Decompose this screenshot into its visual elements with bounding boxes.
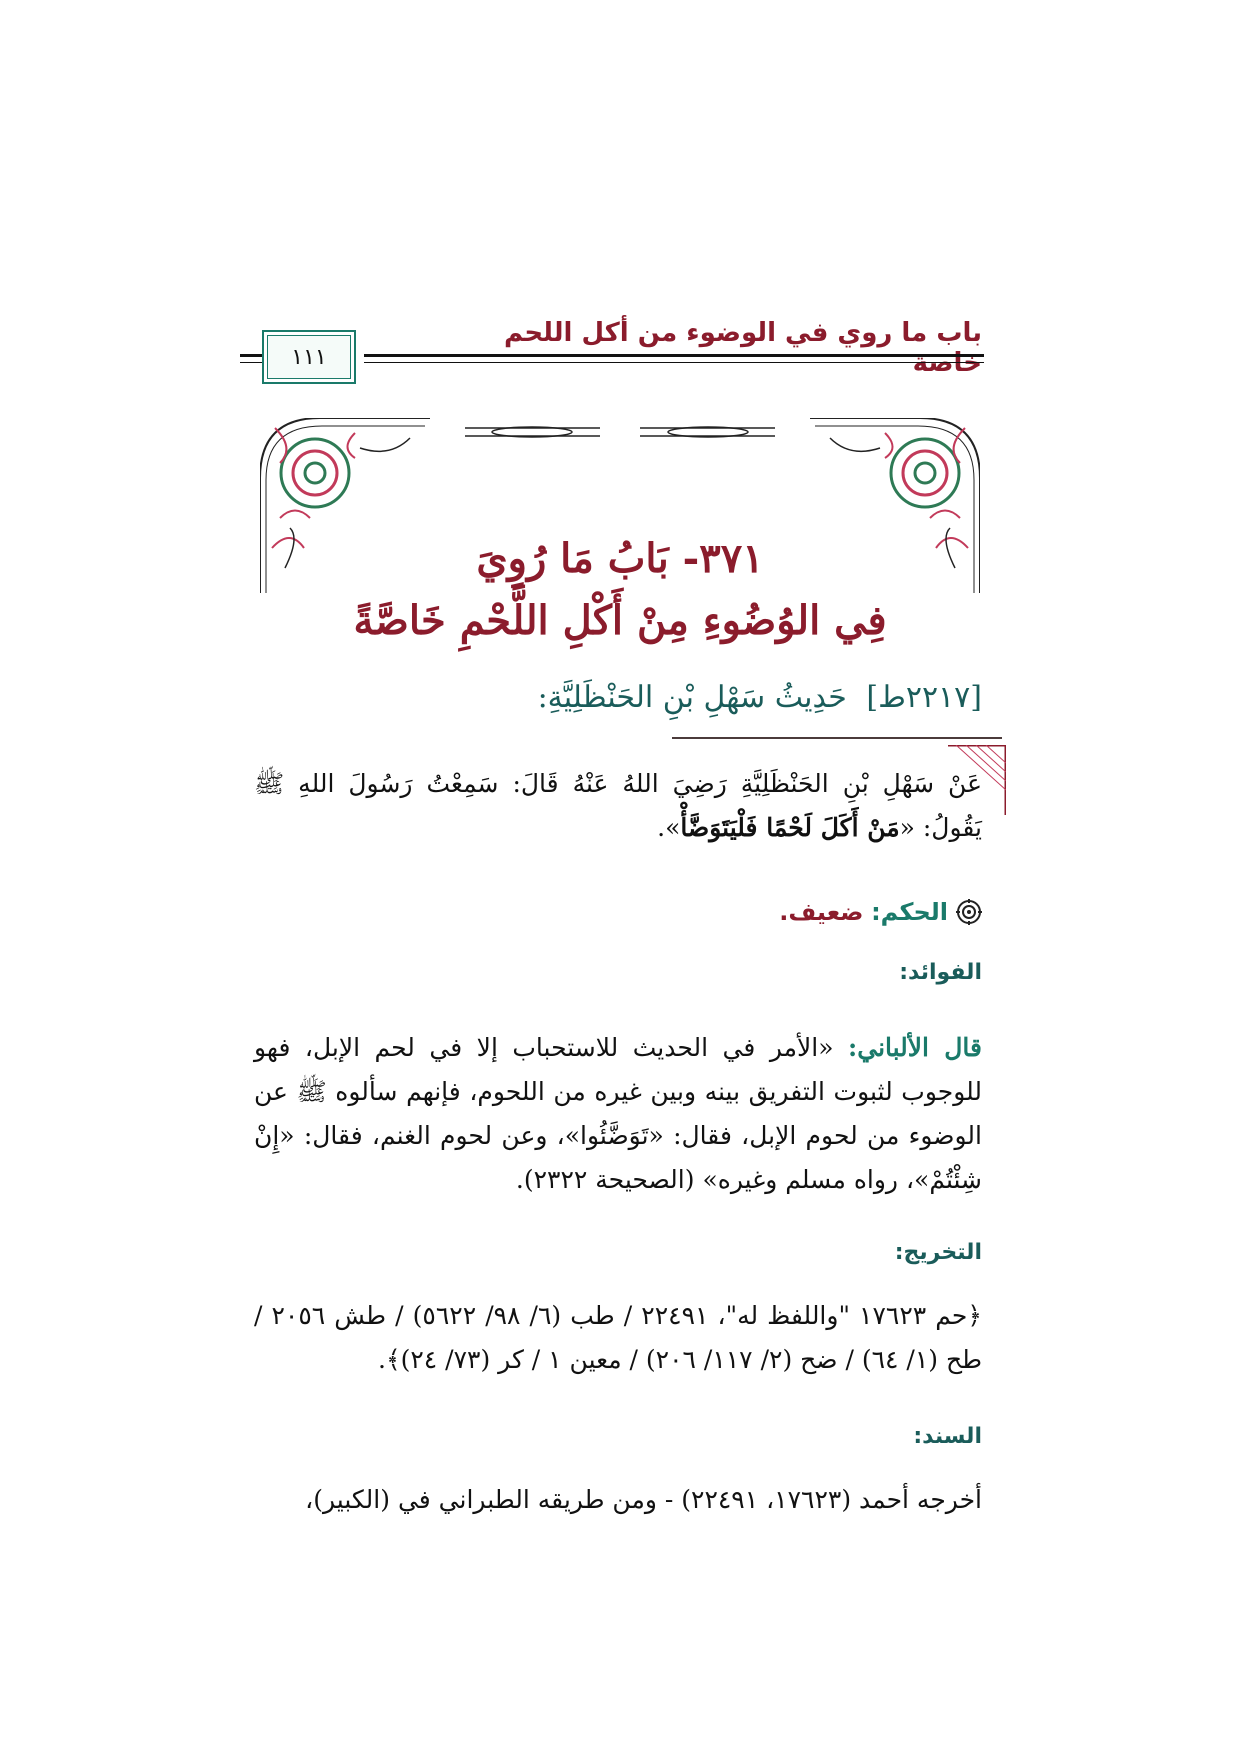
ruling-label: الحكم:: [871, 898, 948, 926]
header-rule-left-thin: [240, 362, 262, 363]
sanad-text: أخرجه أحمد (١٧٦٢٣، ٢٢٤٩١) - ومن طريقه الطبراني في (الكبير)،: [305, 1485, 982, 1514]
header-rule-left: [240, 354, 262, 357]
benefits-text: [254, 1026, 982, 1202]
benefits-label: الفوائد:: [899, 960, 982, 985]
takhrij-label: التخريج:: [894, 1240, 982, 1265]
chapter-title-line1: ٣٧١- بَابُ مَا رُوِيَ: [476, 535, 764, 582]
sanad-label: السند:: [913, 1424, 982, 1449]
heading-underline: [672, 737, 1002, 739]
hadith-text-end: ».: [657, 813, 681, 842]
chapter-title: [260, 528, 980, 652]
takhrij-text: ﴿حم ١٧٦٢٣ "واللفظ له"، ٢٢٤٩١ / طب (٦/ ٩٨/ ٥٦٢٢) / طش ٢٠٥٦ / طح (١/ ٦٤) / ضح (٢/ ١١٧/ ٢٠٦) / معين ١ / كر (٧٣/ ٢٤)﴾.: [254, 1301, 982, 1374]
chapter-title-line2: فِي الوُضُوءِ مِنْ أَكْلِ اللَّحْمِ خَاصَّةً: [353, 597, 887, 644]
hadith-text-emphasis: مَنْ أَكَلَ لَحْمًا فَلْيَتَوَضَّأْ: [680, 813, 900, 842]
running-title: باب ما روي في الوضوء من أكل اللحم خاصة: [503, 318, 982, 378]
header-rule-right-thin: [364, 362, 984, 363]
hadith-text-intro: عَنْ سَهْلِ بْنِ الحَنْظَلِيَّةِ رَضِيَ اللهُ عَنْهُ قَالَ: سَمِعْتُ رَسُولَ اللهِ ﷺ يَقُولُ: «: [254, 769, 982, 842]
benefits-speaker: قال الألباني:: [848, 1033, 982, 1062]
hadith-text: [254, 762, 982, 850]
hadith-heading: [262, 680, 982, 715]
header-rule-right: [364, 354, 984, 357]
benefits-quote: «الأمر في الحديث للاستحباب إلا في لحم الإبل، فهو للوجوب لثبوت التفريق بينه وبين غيره من اللحوم، فإنهم سألوه ﷺ عن الوضوء من لحوم الإبل، فقال: «تَوَضَّئُوا»، وعن لحوم الغنم، فقال: «إِنْ شِئْتُمْ»، رواه مسلم وغيره» (الصحيحة ٢٣٢٢).: [254, 1033, 982, 1194]
hadith-ref: [٢٢١٧ط]: [866, 680, 982, 715]
flower-icon: [956, 899, 982, 925]
ornament-top-scrolls: [465, 427, 775, 437]
hadith-title: حَدِيثُ سَهْلِ بْنِ الحَنْظَلِيَّةِ:: [537, 680, 847, 715]
page-number-badge: [262, 330, 356, 384]
ruling-value: ضعيف.: [779, 898, 864, 926]
page-number: ١١١: [291, 344, 327, 370]
ruling: [382, 898, 982, 926]
